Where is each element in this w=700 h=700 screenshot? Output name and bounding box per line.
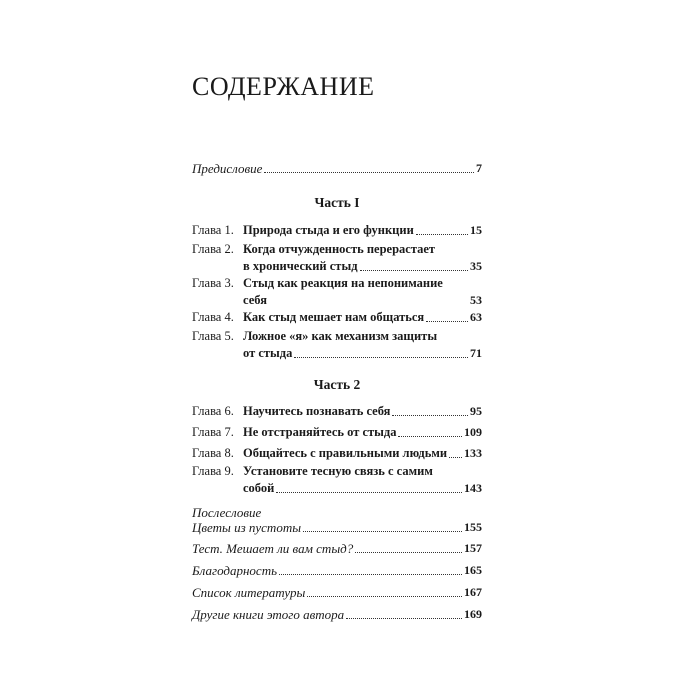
chapter-title: Стыд как реакция на непонимание [243,276,443,290]
entry-page: 165 [464,563,482,577]
toc-entry-preface [192,160,482,177]
chapter-number: Глава 1. [192,223,234,237]
toc-entry [192,584,482,601]
chapter-number: Глава 5. [192,329,234,343]
entry-page: 7 [476,161,482,175]
dot-leader [294,357,468,358]
chapter-number: Глава 3. [192,276,234,290]
chapter-title: Установите тесную связь с самим [243,464,433,478]
dot-leader [416,234,468,235]
dot-leader [426,321,468,322]
chapter-page: 53 [470,293,482,307]
toc-entry [192,562,482,579]
entry-label: Цветы из пустоты [192,520,302,535]
entry-page: 157 [464,541,482,555]
chapter-number: Глава 4. [192,310,234,324]
part-heading: Часть 2 [313,377,361,392]
dot-leader [276,492,462,493]
chapter-number: Глава 7. [192,425,234,439]
chapter-title: Природа стыда и его функции [243,223,414,237]
entry-page: 155 [464,520,482,534]
chapter-page: 63 [470,310,482,324]
dot-leader [346,618,462,619]
chapter-entry [192,275,482,309]
dot-leader [279,574,462,575]
chapter-page: 71 [470,346,482,360]
chapter-page: 95 [470,404,482,418]
dot-leader [398,436,462,437]
toc-entry [192,606,482,623]
afterword-label: Послесловие [192,505,262,520]
chapter-number: Глава 2. [192,242,234,256]
chapter-page: 35 [470,259,482,273]
chapter-number: Глава 9. [192,464,234,478]
chapter-title: Ложное «я» как механизм защиты [243,329,438,343]
chapter-entry [192,445,482,462]
chapter-title: Научитесь познавать себя [243,404,391,418]
dot-leader [307,596,462,597]
dot-leader [264,172,474,173]
chapter-entry [192,241,482,275]
chapter-page: 133 [464,446,482,460]
chapter-title-cont: в хронический стыд [243,259,358,273]
chapter-title: Когда отчужденность перерастает [243,242,436,256]
chapter-number: Глава 8. [192,446,234,460]
toc-entry [192,519,482,536]
toc-entry [192,540,482,557]
dot-leader [449,457,462,458]
chapter-entry [192,403,482,420]
chapter-title: Как стыд мешает нам общаться [243,310,425,324]
dot-leader [303,531,462,532]
chapter-page: 15 [470,223,482,237]
chapter-entry [192,328,482,362]
chapter-title-cont: собой [243,481,275,495]
chapter-title: Общайтесь с правильными людьми [243,446,448,460]
chapter-title-cont: себя [243,293,267,307]
dot-leader [360,270,468,271]
chapter-page: 109 [464,425,482,439]
entry-label: Предисловие [192,161,263,176]
chapter-entry [192,222,482,239]
chapter-entry [192,463,482,497]
entry-label: Благодарность [192,563,277,578]
dot-leader [355,552,462,553]
entry-label: Тест. Мешает ли вам стыд? [192,541,354,556]
toc-title: СОДЕРЖАНИЕ [192,72,375,101]
part-heading: Часть I [314,195,360,210]
chapter-title: Не отстраняйтесь от стыда [243,425,397,439]
entry-page: 169 [464,607,482,621]
chapter-title-cont: от стыда [243,346,293,360]
entry-label: Список литературы [192,585,306,600]
chapter-entry [192,424,482,441]
dot-leader [392,415,468,416]
chapter-number: Глава 6. [192,404,234,418]
entry-page: 167 [464,585,482,599]
chapter-entry [192,309,482,326]
entry-label: Другие книги этого автора [192,607,345,622]
chapter-page: 143 [464,481,482,495]
